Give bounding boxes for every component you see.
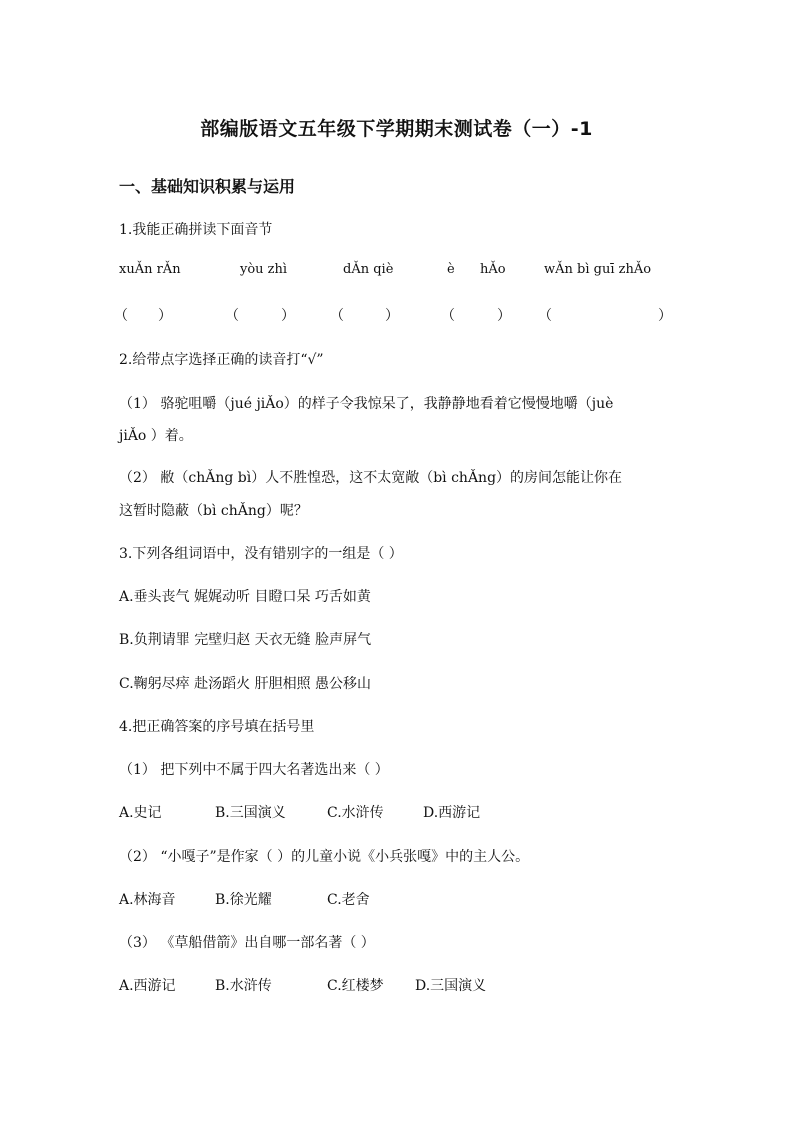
question-3-option-c: C.鞠躬尽瘁 赴汤蹈火 肝胆相照 愚公移山 [119,676,372,692]
question-3-option-b: B.负荆请罪 完壁归赵 天衣无缝 脸声屏气 [119,632,372,648]
section-heading: 一、基础知识积累与运用 [119,177,296,196]
pinyin-4: è [447,262,455,277]
question-2-2-line-1: （2） 敝（chǍng bì）人不胜惶恐，这不太宽敞（bì chǍng）的房间怎能让你在 [119,470,623,486]
question-4-1: （1） 把下列中不属于四大名著选出来（ ） [119,762,389,778]
question-3-stem: 3.下列各组词语中，没有错别字的一组是（ ） [119,546,403,562]
question-2-2-line-2: 这暂时隐蔽（bì chǍng）呢？ [119,503,308,519]
question-4-3-option-b: B.水浒传 [215,978,272,994]
question-4-2-option-b: B.徐光耀 [215,892,272,908]
question-4-stem: 4.把正确答案的序号填在括号里 [119,719,315,735]
answer-bracket-open-4: （ [441,308,455,324]
question-4-1-option-c: C.水浒传 [327,805,384,821]
question-1-stem: 1.我能正确拼读下面音节 [119,222,273,238]
answer-bracket-close-1: ） [158,308,172,324]
pinyin-5: hǍo [480,262,506,277]
question-4-1-option-d: D.西游记 [423,805,481,821]
pinyin-3: dǍn qiè [343,262,394,277]
pinyin-1: xuǍn rǍn [119,262,181,277]
answer-bracket-open-5: （ [538,308,552,324]
answer-bracket-close-4: ） [497,308,511,324]
answer-bracket-close-2: ） [281,308,295,324]
answer-bracket-open-2: （ [225,308,239,324]
pinyin-2: yòu zhì [240,262,288,277]
answer-bracket-close-3: ） [385,308,399,324]
answer-bracket-close-5: ） [658,308,672,324]
question-4-1-option-b: B.三国演义 [215,805,286,821]
question-4-3-option-d: D.三国演义 [415,978,487,994]
question-4-1-option-a: A.史记 [119,805,162,821]
question-2-1-line-1: （1） 骆驼咀嚼（jué jiǍo）的样子令我惊呆了，我静静地看着它慢慢地嚼（juè [119,396,614,412]
page-title: 部编版语文五年级下学期期末测试卷（一）-1 [200,118,593,140]
question-4-3-option-c: C.红楼梦 [327,978,384,994]
question-4-2: （2） “小嘎子”是作家（ ）的儿童小说《小兵张嘎》中的主人公。 [119,849,530,865]
question-4-3-option-a: A.西游记 [119,978,176,994]
pinyin-6: wǍn bì guī zhǍo [544,262,652,277]
answer-bracket-open-1: （ [114,308,128,324]
question-4-3: （3） 《草船借箭》出自哪一部名著（ ） [119,935,375,951]
question-3-option-a: A.垂头丧气 娓娓动听 目瞪口呆 巧舌如黄 [119,589,371,605]
answer-bracket-open-3: （ [330,308,344,324]
question-4-2-option-c: C.老舍 [327,892,370,908]
question-2-1-line-2: jiǍo ）着。 [119,428,193,444]
question-2-stem: 2.给带点字选择正确的读音打“√” [119,352,324,368]
question-4-2-option-a: A.林海音 [119,892,176,908]
